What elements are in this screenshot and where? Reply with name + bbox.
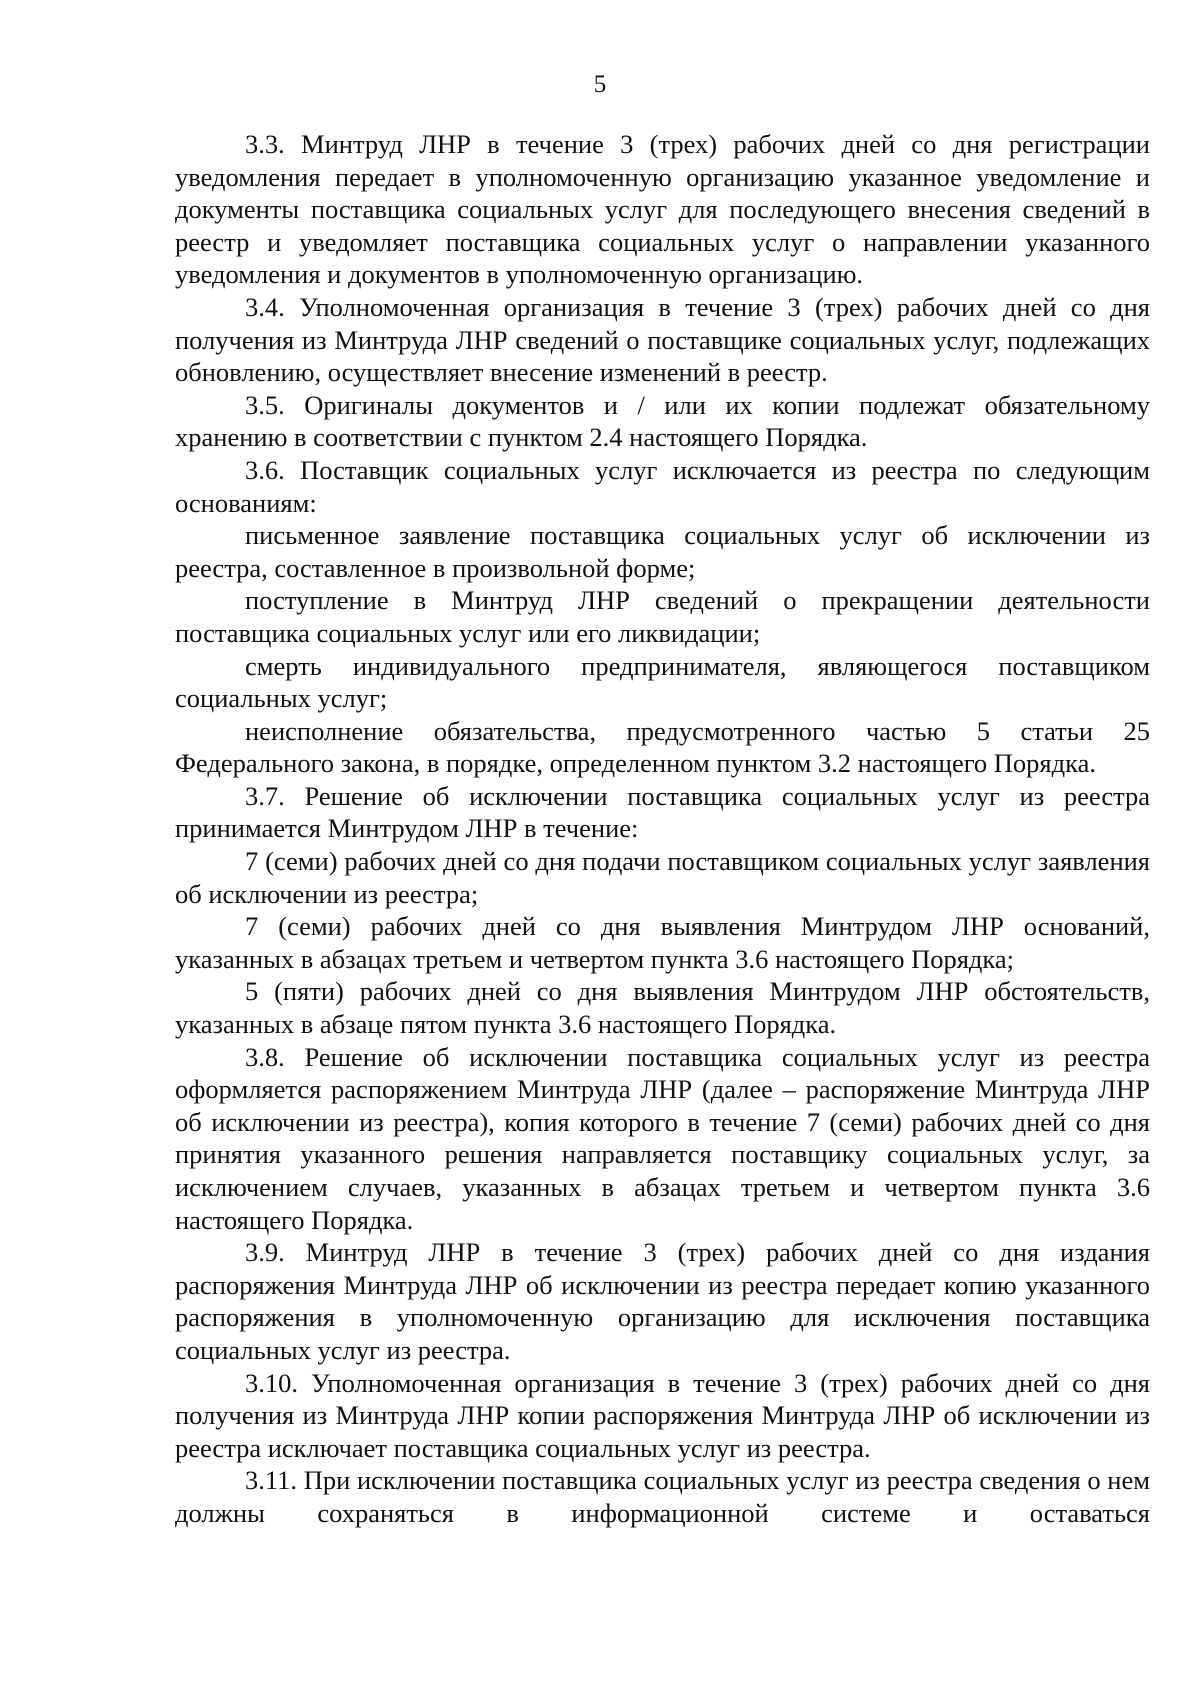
- paragraph-3-4: 3.4. Уполномоченная организация в течение 3 (трех) рабочих дней со дня получения из Минтруда ЛНР сведений о поставщике социальных услуг, подлежащих обновлению, осуществляет внесение изменений в реестр.: [175, 291, 1150, 388]
- paragraph-3-10: 3.10. Уполномоченная организация в течение 3 (трех) рабочих дней со дня получения из Минтруда ЛНР копии распоряжения Минтруда ЛНР об исключении из реестра исключает поставщика социальных услуг из реестра.: [175, 1367, 1150, 1463]
- paragraph-3-8: 3.8. Решение об исключении поставщика социальных услуг из реестра оформляется распоряжением Минтруда ЛНР (далее – распоряжение Минтруда ЛНР об исключении из реестра), копия которого в течение 7 (семи) рабочих дней со дня принятия указанного решения направляется поставщику социальных услуг, за исключением случаев, указанных в абзацах третьем и четвертом пункта 3.6 настоящего Порядка.: [175, 1041, 1150, 1235]
- paragraph-3-11: 3.11. При исключении поставщика социальных услуг из реестра сведения о нем должны сохраняться в информационной системе и оставаться: [175, 1465, 1150, 1528]
- paragraph-3-6-item-1: письменное заявление поставщика социальных услуг об исключении из реестра, составленное в произвольной форме;: [175, 520, 1150, 583]
- document-body: [175, 128, 1150, 1530]
- paragraph-3-9: 3.9. Минтруд ЛНР в течение 3 (трех) рабочих дней со дня издания распоряжения Минтруда ЛНР об исключении из реестра передает копию указанного распоряжения в уполномоченную организацию для исключения поставщика социальных услуг из реестра.: [175, 1237, 1150, 1365]
- paragraph-3-7: 3.7. Решение об исключении поставщика социальных услуг из реестра принимается Минтрудом ЛНР в течение:: [175, 780, 1150, 844]
- paragraph-3-5: 3.5. Оригиналы документов и / или их копии подлежат обязательному хранению в соответствии с пунктом 2.4 настоящего Порядка.: [175, 389, 1150, 453]
- paragraph-3-6-item-3: смерть индивидуального предпринимателя, являющегося поставщиком социальных услуг;: [175, 650, 1150, 714]
- paragraph-3-7-item-3: 5 (пяти) рабочих дней со дня выявления Минтрудом ЛНР обстоятельств, указанных в абзаце пятом пункта 3.6 настоящего Порядка.: [175, 976, 1150, 1040]
- paragraph-3-6: 3.6. Поставщик социальных услуг исключается из реестра по следующим основаниям:: [175, 454, 1150, 518]
- paragraph-3-7-item-1: 7 (семи) рабочих дней со дня подачи поставщиком социальных услуг заявления об исключении из реестра;: [175, 846, 1150, 909]
- paragraph-3-6-item-4: неисполнение обязательства, предусмотренного частью 5 статьи 25 Федерального закона, в порядке, определенном пунктом 3.2 настоящего Порядка.: [175, 715, 1150, 779]
- page-number: 5: [593, 71, 607, 98]
- paragraph-3-3: 3.3. Минтруд ЛНР в течение 3 (трех) рабочих дней со дня регистрации уведомления передает в уполномоченную организацию указанное уведомление и документы поставщика социальных услуг для последующего внесения сведений в реестр и уведомляет поставщика социальных услуг о направлении указанного уведомления и документов в уполномоченную организацию.: [175, 129, 1150, 290]
- paragraph-3-6-item-2: поступление в Минтруд ЛНР сведений о прекращении деятельности поставщика социальных услуг или его ликвидации;: [175, 585, 1150, 648]
- paragraph-3-7-item-2: 7 (семи) рабочих дней со дня выявления Минтрудом ЛНР оснований, указанных в абзацах третьем и четвертом пункта 3.6 настоящего Порядка;: [175, 911, 1150, 974]
